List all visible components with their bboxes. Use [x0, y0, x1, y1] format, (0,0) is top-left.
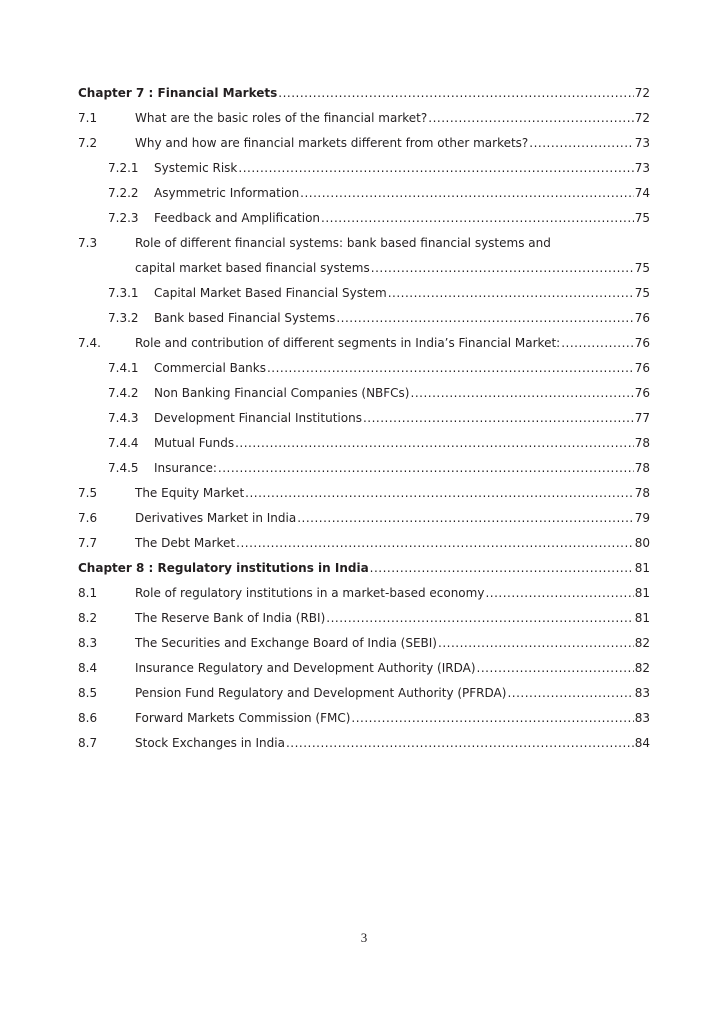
toc-entry-page: 84 [634, 736, 650, 750]
toc-entry-page: 76 [634, 336, 650, 350]
dot-leader [351, 706, 633, 731]
toc-entry-page: 81 [634, 586, 650, 600]
toc-entry-page: 75 [634, 261, 650, 275]
toc-entry-number: 8.6 [78, 711, 98, 725]
toc-entry[interactable] [78, 231, 650, 281]
toc-chapter-heading[interactable] [78, 556, 650, 581]
dot-leader [238, 156, 633, 181]
toc-entry[interactable] [78, 606, 650, 631]
dot-leader [363, 406, 634, 431]
toc-entry-number: 8.4 [78, 661, 98, 675]
toc-entry-page: 73 [634, 161, 650, 175]
toc-entry-page: 78 [634, 461, 650, 475]
toc-entry-number: 7.4. [78, 336, 101, 350]
toc-entry-page: 83 [634, 711, 650, 725]
toc-entry-title: Chapter 7 : Financial Markets [78, 86, 278, 100]
toc-entry[interactable] [78, 281, 650, 306]
toc-entry-page: 74 [634, 186, 650, 200]
toc-entry-title: Bank based Financial Systems [154, 311, 336, 325]
dot-leader [388, 281, 634, 306]
toc-entry-page: 81 [634, 611, 650, 625]
toc-entry-title: Role of regulatory institutions in a market-based economy [135, 586, 485, 600]
toc-entry-number: 8.1 [78, 586, 98, 600]
toc-entry-page: 82 [634, 636, 650, 650]
toc-entry-page: 75 [634, 211, 650, 225]
toc-entry-page: 72 [634, 111, 650, 125]
toc-entry-number: 7.4.4 [108, 436, 139, 450]
toc-entry-title: Insurance Regulatory and Development Authority (IRDA) [135, 661, 476, 675]
toc-entry-number: 7.3.1 [108, 286, 139, 300]
dot-leader [336, 306, 633, 331]
toc-entry-title: Non Banking Financial Companies (NBFCs) [154, 386, 410, 400]
toc-entry-title: Forward Markets Commission (FMC) [135, 711, 351, 725]
toc-entry[interactable] [78, 731, 650, 756]
toc-entry[interactable] [78, 406, 650, 431]
toc-entry[interactable] [78, 156, 650, 181]
dot-leader [477, 656, 634, 681]
toc-entry[interactable] [78, 706, 650, 731]
toc-entry[interactable] [78, 631, 650, 656]
toc-entry-page: 80 [634, 536, 650, 550]
toc-entry-title: The Debt Market [135, 536, 236, 550]
toc-entry-title: Feedback and Amplification [154, 211, 321, 225]
toc-entry[interactable] [78, 356, 650, 381]
toc-entry-page: 78 [634, 436, 650, 450]
toc-entry-number: 7.3.2 [108, 311, 139, 325]
toc-entry[interactable] [78, 106, 650, 131]
toc-entry[interactable] [78, 131, 650, 156]
dot-leader [245, 481, 634, 506]
toc-entry-number: 7.2.2 [108, 186, 139, 200]
toc-entry-number: 7.4.2 [108, 386, 139, 400]
toc-entry-title-continued: capital market based financial systems [135, 261, 370, 275]
toc-entry-number: 8.2 [78, 611, 98, 625]
toc-entry-title: Asymmetric Information [154, 186, 300, 200]
toc-entry-page: 72 [634, 86, 650, 100]
toc-entry-page: 76 [634, 311, 650, 325]
dot-leader [278, 81, 633, 106]
toc-entry-title: Capital Market Based Financial System [154, 286, 387, 300]
toc-entry-page: 76 [634, 386, 650, 400]
toc-entry-number: 7.6 [78, 511, 98, 525]
toc-entry-title: The Securities and Exchange Board of India (SEBI) [135, 636, 437, 650]
toc-entry[interactable] [78, 506, 650, 531]
toc-entry-page: 77 [634, 411, 650, 425]
toc-entry-page: 81 [634, 561, 650, 575]
toc-entry-page: 78 [634, 486, 650, 500]
dot-leader [438, 631, 634, 656]
dot-leader [370, 556, 634, 581]
toc-entry-title: Insurance: [154, 461, 217, 475]
toc-entry-title: Mutual Funds [154, 436, 235, 450]
toc-entry-number: 7.4.5 [108, 461, 139, 475]
dot-leader [218, 456, 634, 481]
dot-leader [411, 381, 634, 406]
dot-leader [235, 431, 634, 456]
toc-entry-number: 7.4.3 [108, 411, 139, 425]
toc-entry-title: Role and contribution of different segments in India’s Financial Market: [135, 336, 561, 350]
toc-entry[interactable] [78, 206, 650, 231]
toc-entry[interactable] [78, 381, 650, 406]
dot-leader [371, 256, 634, 281]
toc-entry-number: 7.2.1 [108, 161, 139, 175]
toc-entry[interactable] [78, 656, 650, 681]
dot-leader [485, 581, 633, 606]
toc-entry-page: 83 [634, 686, 650, 700]
toc-entry-number: 7.2 [78, 136, 98, 150]
toc-entry-number: 7.4.1 [108, 361, 139, 375]
toc-entry[interactable] [78, 581, 650, 606]
dot-leader [428, 106, 633, 131]
toc-entry-number: 8.5 [78, 686, 98, 700]
toc-entry-title: Stock Exchanges in India [135, 736, 285, 750]
toc-entry-title: Pension Fund Regulatory and Development Authority (PFRDA) [135, 686, 507, 700]
toc-entry-number: 7.1 [78, 111, 98, 125]
toc-entry-page: 73 [634, 136, 650, 150]
dot-leader [267, 356, 634, 381]
toc-entry-page: 76 [634, 361, 650, 375]
dot-leader [561, 331, 634, 356]
toc-entry[interactable] [78, 481, 650, 506]
toc-entry-number: 7.3 [78, 236, 98, 250]
dot-leader [507, 681, 633, 706]
toc-entry-title: The Equity Market [135, 486, 245, 500]
dot-leader [529, 131, 633, 156]
toc-entry-title: Development Financial Institutions [154, 411, 362, 425]
dot-leader [326, 606, 633, 631]
toc-entry-title: What are the basic roles of the financial market? [135, 111, 428, 125]
toc-entry-title: Commercial Banks [154, 361, 266, 375]
toc-entry-page: 75 [634, 286, 650, 300]
toc-entry-title: Role of different financial systems: bank based financial systems and [135, 236, 551, 250]
toc-entry-page: 82 [634, 661, 650, 675]
toc-entry[interactable] [78, 181, 650, 206]
toc-entry-title: Systemic Risk [154, 161, 238, 175]
toc-entry[interactable] [78, 306, 650, 331]
dot-leader [297, 506, 634, 531]
toc-entry-number: 8.3 [78, 636, 98, 650]
dot-leader [286, 731, 634, 756]
page-number: 3 [360, 930, 368, 945]
toc-entry-number: 7.2.3 [108, 211, 139, 225]
toc-entry[interactable] [78, 456, 650, 481]
toc-entry[interactable] [78, 531, 650, 556]
toc-entry-title: The Reserve Bank of India (RBI) [135, 611, 326, 625]
dot-leader [236, 531, 634, 556]
toc-entry-title: Chapter 8 : Regulatory institutions in India [78, 561, 369, 575]
toc-entry[interactable] [78, 681, 650, 706]
toc-entry-number: 7.5 [78, 486, 98, 500]
dot-leader [300, 181, 634, 206]
toc-chapter-heading[interactable] [78, 81, 650, 106]
table-of-contents [78, 81, 650, 756]
toc-entry[interactable] [78, 331, 650, 356]
toc-entry-title: Derivatives Market in India [135, 511, 297, 525]
toc-entry-number: 8.7 [78, 736, 98, 750]
dot-leader [321, 206, 634, 231]
toc-entry-number: 7.7 [78, 536, 98, 550]
toc-entry[interactable] [78, 431, 650, 456]
toc-entry-title: Why and how are financial markets different from other markets? [135, 136, 529, 150]
toc-entry-page: 79 [634, 511, 650, 525]
